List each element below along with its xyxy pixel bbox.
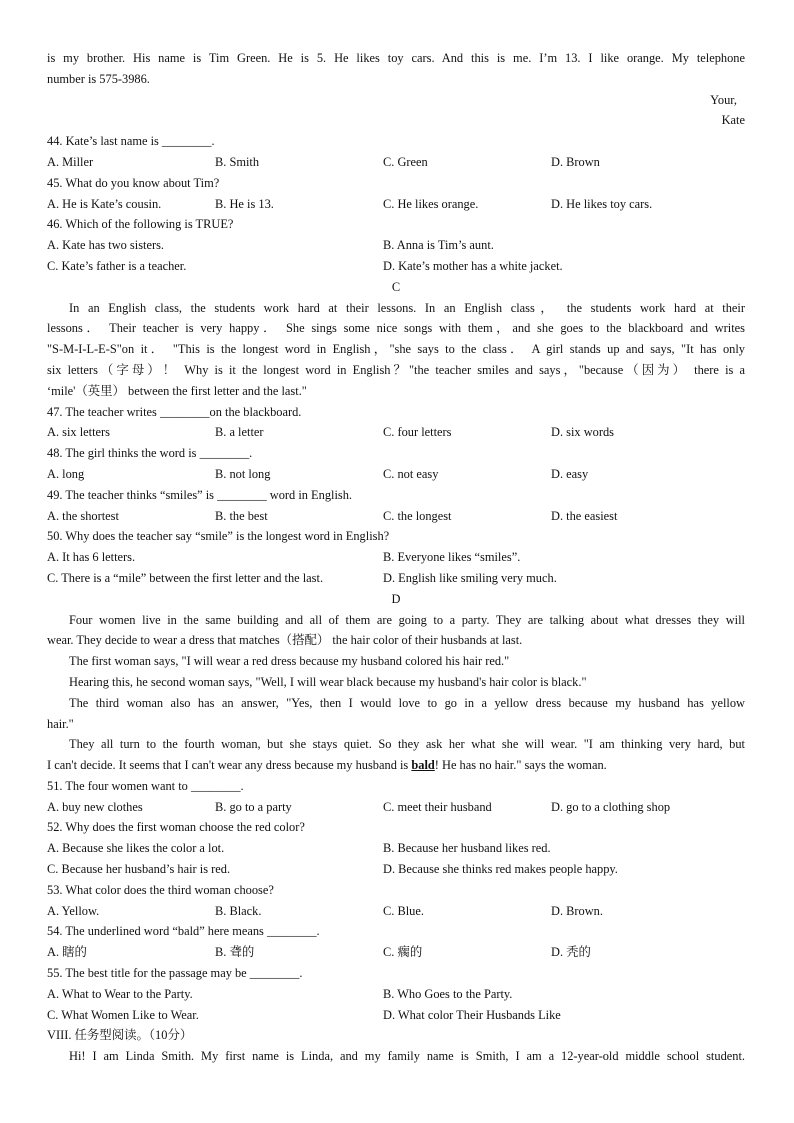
options-47 bbox=[47, 422, 745, 443]
option-a: A. He is Kate’s cousin. bbox=[47, 196, 162, 211]
option-c: C. meet their husband bbox=[383, 799, 492, 814]
option-d: D. Brown bbox=[551, 154, 600, 169]
option-a: A. Yellow. bbox=[47, 903, 100, 918]
question-52: 52. Why does the first woman choose the red color? bbox=[47, 820, 305, 835]
option-b: B. 聋的 bbox=[215, 945, 255, 960]
option-d: D. Because she thinks red makes people happy. bbox=[383, 862, 618, 877]
letter-closing: Your, bbox=[710, 92, 737, 107]
passage-d-line: wear. They decide to wear a dress that matches（搭配） the hair color of their husbands at last. bbox=[47, 633, 523, 648]
option-a: A. buy new clothes bbox=[47, 799, 143, 814]
options-46-ab bbox=[47, 235, 745, 256]
exam-page bbox=[47, 48, 745, 1067]
passage-text: I can't decide. It seems that I can't wear any dress because my husband is bbox=[47, 758, 412, 773]
passage-c-line: In an English class, the students work hard at their lessons. In an English class， the students work hard at their bbox=[69, 300, 745, 315]
options-45 bbox=[47, 194, 745, 215]
question-51: 51. The four women want to ________. bbox=[47, 778, 244, 793]
question-48: 48. The girl thinks the word is ________. bbox=[47, 446, 253, 461]
option-b: B. He is 13. bbox=[215, 196, 274, 211]
option-d: D. Kate’s mother has a white jacket. bbox=[383, 258, 563, 273]
question-47: 47. The teacher writes ________on the blackboard. bbox=[47, 404, 302, 419]
option-c: C. the longest bbox=[383, 508, 452, 523]
option-d: D. six words bbox=[551, 425, 614, 440]
options-44 bbox=[47, 152, 745, 173]
options-46-cd bbox=[47, 256, 745, 277]
question-50: 50. Why does the teacher say “smile” is the longest word in English? bbox=[47, 529, 390, 544]
option-a: A. the shortest bbox=[47, 508, 119, 523]
passage-d-line: They all turn to the fourth woman, but she stays quiet. So they ask her what she will wear. "I am thinking very hard, but bbox=[69, 737, 745, 752]
option-a: A. Because she likes the color a lot. bbox=[47, 841, 225, 856]
passage-d-line: hair." bbox=[47, 716, 74, 731]
letter-line: number is 575-3986. bbox=[47, 71, 150, 86]
options-49 bbox=[47, 506, 745, 527]
letter-line: is my brother. His name is Tim Green. He is 5. He likes toy cars. And this is me. I’m 13. I like orange. My telephone bbox=[47, 51, 745, 65]
option-c: C. Blue. bbox=[383, 903, 424, 918]
option-d: D. What color Their Husbands Like bbox=[383, 1007, 561, 1022]
passage-c-line: six letters（字母）！ Why is it the longest word in English？"the teacher smiles and says，"because（因为） there is a bbox=[47, 362, 745, 377]
option-a: A. What to Wear to the Party. bbox=[47, 986, 193, 1001]
option-b: B. Anna is Tim’s aunt. bbox=[383, 238, 494, 253]
option-d: D. easy bbox=[551, 466, 589, 481]
option-c: C. not easy bbox=[383, 466, 439, 481]
option-a: A. It has 6 letters. bbox=[47, 550, 136, 565]
option-c: C. 瘸的 bbox=[383, 945, 423, 960]
option-b: B. not long bbox=[215, 466, 271, 481]
passage-d-line: The third woman also has an answer, "Yes, then I would love to go in a yellow dress because my husband has yellow bbox=[69, 695, 745, 710]
section-d-heading: D bbox=[391, 591, 401, 606]
option-b: B. Because her husband likes red. bbox=[383, 841, 551, 856]
option-c: C. Green bbox=[383, 154, 428, 169]
options-52-cd bbox=[47, 859, 745, 880]
passage-viii-line: Hi! I am Linda Smith. My first name is Linda, and my family name is Smith, I am a 12-year-old middle school student. bbox=[69, 1049, 745, 1064]
option-a: A. Miller bbox=[47, 154, 94, 169]
option-d: D. the easiest bbox=[551, 508, 618, 523]
options-54 bbox=[47, 942, 745, 963]
options-48 bbox=[47, 464, 745, 485]
passage-d-line: Four women live in the same building and all of them are going to a party. They are talking about what dresses they will bbox=[69, 612, 745, 627]
question-45: 45. What do you know about Tim? bbox=[47, 175, 220, 190]
option-b: B. a letter bbox=[215, 425, 264, 440]
option-d: D. go to a clothing shop bbox=[551, 799, 671, 814]
question-55: 55. The best title for the passage may be ________. bbox=[47, 966, 303, 981]
letter-signature: Kate bbox=[721, 113, 745, 128]
option-b: B. go to a party bbox=[215, 799, 292, 814]
options-53 bbox=[47, 901, 745, 922]
passage-d-line: The first woman says, "I will wear a red dress because my husband colored his hair red." bbox=[69, 654, 510, 669]
passage-text: ! He has no hair." says the woman. bbox=[434, 758, 607, 773]
options-52-ab bbox=[47, 838, 745, 859]
option-b: B. the best bbox=[215, 508, 268, 523]
option-d: D. 秃的 bbox=[551, 945, 591, 960]
option-a: A. 瞎的 bbox=[47, 945, 87, 960]
option-c: C. He likes orange. bbox=[383, 196, 479, 211]
options-51 bbox=[47, 797, 745, 818]
question-49: 49. The teacher thinks “smiles” is ________ word in English. bbox=[47, 487, 353, 502]
question-46: 46. Which of the following is TRUE? bbox=[47, 217, 234, 232]
option-d: D. Brown. bbox=[551, 903, 603, 918]
option-a: A. long bbox=[47, 466, 85, 481]
underlined-word-bald: bald bbox=[411, 758, 435, 773]
question-54: 54. The underlined word “bald” here means ________. bbox=[47, 924, 320, 939]
option-c: C. four letters bbox=[383, 425, 452, 440]
passage-c-line: "S-M-I-L-E-S"on it． "This is the longest word in English，"she says to the class． A girl stands up and says, "It has only bbox=[47, 342, 745, 357]
option-d: D. English like smiling very much. bbox=[383, 570, 557, 585]
option-c: C. Kate’s father is a teacher. bbox=[47, 258, 187, 273]
options-55-ab bbox=[47, 984, 745, 1005]
options-50-ab bbox=[47, 547, 745, 568]
option-c: C. What Women Like to Wear. bbox=[47, 1007, 199, 1022]
option-d: D. He likes toy cars. bbox=[551, 196, 653, 211]
section-viii-heading: VIII. 任务型阅读。（10分） bbox=[47, 1028, 193, 1043]
option-b: B. Who Goes to the Party. bbox=[383, 986, 513, 1001]
option-c: C. Because her husband’s hair is red. bbox=[47, 862, 231, 877]
passage-c-line: ‘mile'（英里） between the first letter and the last." bbox=[47, 383, 307, 398]
option-a: A. Kate has two sisters. bbox=[47, 238, 165, 253]
passage-c-line: lessons． Their teacher is very happy． She sings some nice songs with them，and she goes to the blackboard and writes bbox=[47, 321, 745, 336]
question-44: 44. Kate’s last name is ________. bbox=[47, 134, 215, 149]
passage-d-line bbox=[47, 755, 745, 776]
option-b: B. Smith bbox=[215, 154, 260, 169]
option-c: C. There is a “mile” between the first letter and the last. bbox=[47, 570, 324, 585]
options-50-cd bbox=[47, 568, 745, 589]
option-a: A. six letters bbox=[47, 425, 110, 440]
options-55-cd bbox=[47, 1005, 745, 1026]
option-b: B. Everyone likes “smiles”. bbox=[383, 550, 521, 565]
passage-d-line: Hearing this, he second woman says, "Well, I will wear black because my husband's hair color is black." bbox=[69, 674, 587, 689]
section-c-heading: C bbox=[391, 279, 401, 294]
option-b: B. Black. bbox=[215, 903, 262, 918]
question-53: 53. What color does the third woman choose? bbox=[47, 882, 274, 897]
